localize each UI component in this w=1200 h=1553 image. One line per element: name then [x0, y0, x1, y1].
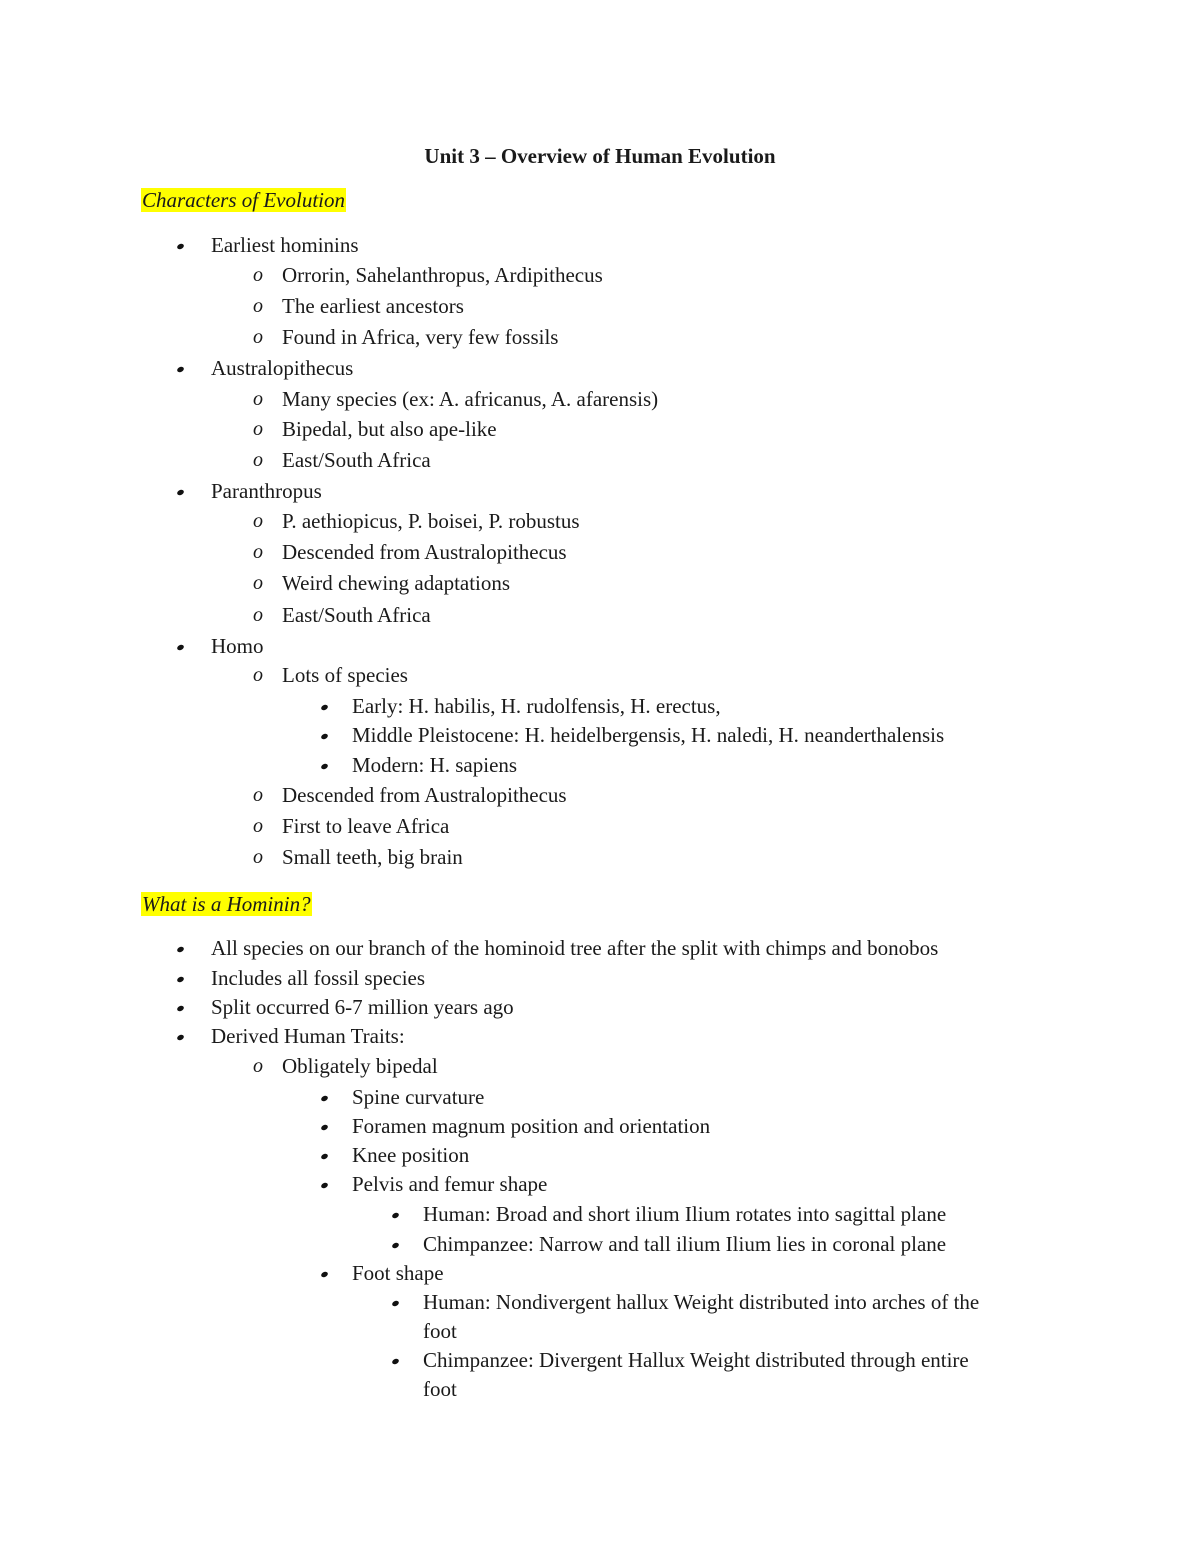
list-item [253, 447, 431, 473]
list-item-text: Small teeth, big brain [282, 845, 463, 869]
list-item [352, 1113, 710, 1139]
section-heading [141, 891, 312, 917]
list-item [211, 965, 425, 991]
circle-bullet-icon: o [253, 510, 263, 532]
list-item-text: Found in Africa, very few fossils [282, 325, 559, 349]
circle-bullet-icon: o [253, 449, 263, 471]
circle-bullet-icon: o [253, 541, 263, 563]
list-item-text: The earliest ancestors [282, 294, 464, 318]
list-item-text: P. aethiopicus, P. boisei, P. robustus [282, 509, 580, 533]
list-item-text: Homo [211, 634, 264, 658]
circle-bullet-icon: o [253, 326, 263, 348]
circle-bullet-icon: o [253, 295, 263, 317]
list-item [352, 1142, 469, 1168]
list-item-text: Earliest hominins [211, 233, 359, 257]
bullet-icon [176, 243, 184, 250]
list-item-text: East/South Africa [282, 448, 431, 472]
bullet-icon [391, 1358, 399, 1365]
list-item-text: East/South Africa [282, 603, 431, 627]
list-item-text: foot [423, 1377, 457, 1401]
bullet-icon [176, 366, 184, 373]
list-item [423, 1201, 946, 1227]
circle-bullet-icon: o [253, 572, 263, 594]
bullet-icon [176, 1034, 184, 1041]
list-item-text: Middle Pleistocene: H. heidelbergensis, H. naledi, H. neanderthalensis [352, 723, 945, 747]
list-item-text: Pelvis and femur shape [352, 1172, 548, 1196]
list-item [253, 539, 567, 565]
list-item-text: Human: Broad and short ilium Ilium rotates into sagittal plane [423, 1202, 947, 1226]
circle-bullet-icon: o [253, 664, 263, 686]
circle-bullet-icon: o [253, 1055, 263, 1077]
list-item [253, 386, 659, 412]
list-item [352, 693, 721, 719]
list-item [253, 813, 450, 839]
list-item [253, 262, 603, 288]
list-item-text: Spine curvature [352, 1085, 485, 1109]
circle-bullet-icon: o [253, 264, 263, 286]
list-item [352, 752, 517, 778]
bullet-icon [391, 1300, 399, 1307]
bullet-icon [176, 644, 184, 651]
bullet-icon [176, 946, 184, 953]
circle-bullet-icon: o [253, 418, 263, 440]
list-item [253, 324, 559, 350]
list-item-text: Many species (ex: A. africanus, A. afarensis) [282, 387, 659, 411]
list-item-text: Chimpanzee: Divergent Hallux Weight distributed through entire [423, 1348, 969, 1372]
page-title: Unit 3 – Overview of Human Evolution [424, 144, 776, 168]
list-item-text: Australopithecus [211, 356, 354, 380]
section-heading-text: Characters of Evolution [142, 188, 345, 212]
list-item-text: Obligately bipedal [282, 1054, 438, 1078]
bullet-icon [320, 733, 328, 740]
list-item [211, 478, 322, 504]
list-item [211, 1023, 405, 1049]
bullet-icon [320, 763, 328, 770]
bullet-icon [320, 1153, 328, 1160]
list-item [253, 416, 497, 442]
list-item-text: Bipedal, but also ape-like [282, 417, 497, 441]
list-item-text: Early: H. habilis, H. rudolfensis, H. erectus, [352, 694, 721, 718]
circle-bullet-icon: o [253, 388, 263, 410]
circle-bullet-icon: o [253, 846, 263, 868]
list-item-text: All species on our branch of the hominoid tree after the split with chimps and bonobos [211, 936, 939, 960]
list-item [352, 1084, 484, 1110]
list-item [352, 722, 944, 748]
bullet-icon [320, 1124, 328, 1131]
list-item [423, 1231, 946, 1257]
list-item [423, 1318, 457, 1344]
list-item-text: foot [423, 1319, 457, 1343]
list-item-text: Paranthropus [211, 479, 322, 503]
list-item [253, 293, 464, 319]
list-item-text: Split occurred 6-7 million years ago [211, 995, 514, 1019]
list-item-text: Derived Human Traits: [211, 1024, 405, 1048]
list-item-text: Lots of species [282, 663, 408, 687]
list-item-text: Foramen magnum position and orientation [352, 1114, 711, 1138]
list-item [253, 602, 431, 628]
bullet-icon [176, 976, 184, 983]
list-item [253, 508, 580, 534]
list-item-text: Descended from Australopithecus [282, 540, 567, 564]
list-item [352, 1260, 444, 1286]
list-item-text: Modern: H. sapiens [352, 753, 518, 777]
list-item [423, 1376, 457, 1402]
section-heading [141, 187, 346, 213]
list-item [211, 355, 353, 381]
circle-bullet-icon: o [253, 784, 263, 806]
list-item [211, 633, 264, 659]
bullet-icon [320, 1271, 328, 1278]
bullet-icon [176, 1005, 184, 1012]
bullet-icon [391, 1212, 399, 1219]
list-item [211, 935, 938, 961]
list-item-text: Knee position [352, 1143, 470, 1167]
list-item-text: Includes all fossil species [211, 966, 426, 990]
list-item [423, 1347, 969, 1373]
bullet-icon [320, 704, 328, 711]
list-item [211, 232, 359, 258]
bullet-icon [391, 1242, 399, 1249]
list-item [423, 1289, 979, 1315]
list-item [253, 782, 567, 808]
list-item-text: First to leave Africa [282, 814, 450, 838]
list-item [253, 1053, 438, 1079]
list-item [253, 662, 408, 688]
bullet-icon [176, 489, 184, 496]
list-item [211, 994, 514, 1020]
list-item-text: Foot shape [352, 1261, 444, 1285]
list-item [253, 570, 511, 596]
list-item-text: Weird chewing adaptations [282, 571, 511, 595]
section-heading-text: What is a Hominin? [142, 892, 311, 916]
list-item-text: Chimpanzee: Narrow and tall ilium Ilium lies in coronal plane [423, 1232, 947, 1256]
list-item-text: Descended from Australopithecus [282, 783, 567, 807]
list-item [352, 1171, 547, 1197]
bullet-icon [320, 1182, 328, 1189]
list-item-text: Human: Nondivergent hallux Weight distributed into arches of the [423, 1290, 980, 1314]
list-item-text: Orrorin, Sahelanthropus, Ardipithecus [282, 263, 603, 287]
circle-bullet-icon: o [253, 815, 263, 837]
bullet-icon [320, 1095, 328, 1102]
list-item [253, 844, 463, 870]
circle-bullet-icon: o [253, 604, 263, 626]
